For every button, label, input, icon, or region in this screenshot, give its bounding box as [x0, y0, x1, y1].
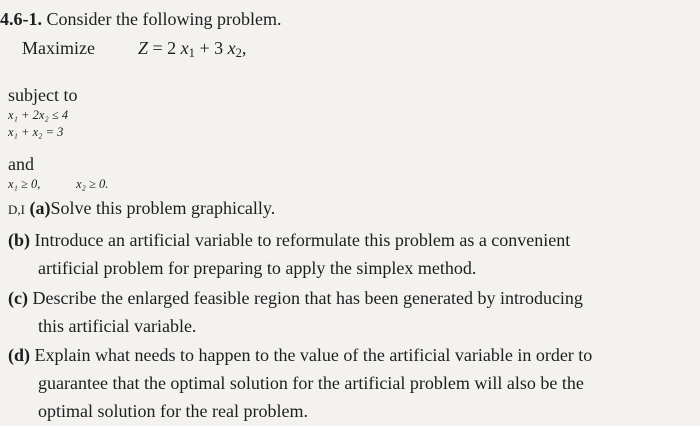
objective-function: Z = 2 $x_1 + 3$ $x_2$, [138, 38, 247, 61]
problem-title [0, 9, 281, 30]
objective-label: Maximize [22, 38, 95, 58]
problem-intro: Consider the following problem. [46, 9, 282, 29]
part-b-label: (b) [8, 230, 30, 250]
part-d-label: (d) [8, 345, 30, 365]
constraint-2: x₁ + x₂ = 3 [8, 125, 64, 139]
part-a-text: Solve this problem graphically. [50, 198, 276, 218]
part-d-line2: guarantee that the optimal solution for the artificial problem will also be the [38, 373, 584, 393]
part-d [8, 341, 668, 425]
part-c-label: (c) [8, 288, 28, 308]
part-b [8, 226, 668, 282]
part-c [8, 284, 668, 340]
part-b-line2: artificial problem for preparing to apply the simplex method. [38, 258, 477, 278]
part-a [8, 198, 275, 219]
part-c-line1: Describe the enlarged feasible region that has been generated by introducing [32, 288, 583, 308]
part-d-line3: optimal solution for the real problem. [38, 401, 308, 421]
and-label: and [8, 154, 34, 174]
nonneg-x2: x₂ ≥ 0. [76, 177, 109, 191]
part-a-tag: D,I [8, 202, 25, 217]
nonneg-x1: x₁ ≥ 0, [8, 177, 41, 191]
problem-number: 4.6-1. [0, 9, 42, 29]
subject-to-label: subject to [8, 85, 78, 105]
part-c-line2: this artificial variable. [38, 316, 197, 336]
part-b-line1: Introduce an artificial variable to reformulate this problem as a convenient [34, 230, 571, 250]
part-a-label: (a) [29, 198, 51, 218]
constraint-1: x₁ + 2x₂ ≤ 4 [8, 108, 69, 122]
part-d-line1: Explain what needs to happen to the value of the artificial variable in order to [34, 345, 593, 365]
